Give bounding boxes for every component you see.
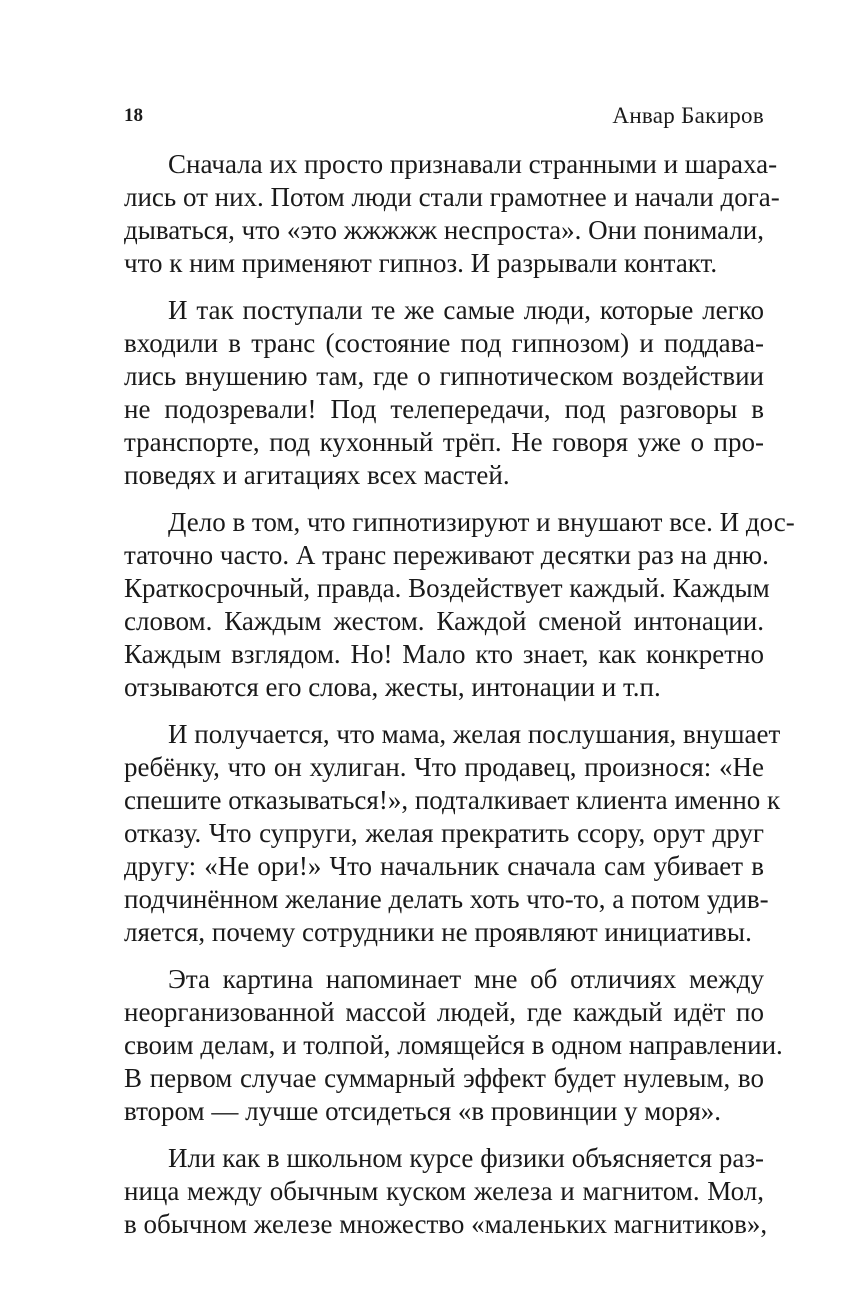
text-line: лись от них. Потом люди стали грамотнее и начали дога- — [124, 182, 780, 212]
author-name: Анвар Бакиров — [612, 103, 764, 128]
text-line: дываться, что «это жжжжж неспроста». Они понимали, — [124, 215, 764, 245]
text-line: отказу. Что супруги, желая прекратить ссору, орут друг — [124, 818, 764, 848]
text-line: транспорте, под кухонный трёп. Не говоря уже о про- — [124, 427, 764, 457]
text-line: неорганизованной массой людей, где каждый идёт по — [124, 997, 764, 1027]
text-line: втором — лучше отсидеться «в провинции у моря». — [124, 1096, 722, 1126]
paragraph — [124, 294, 764, 492]
text-line: ница между обычным куском железа и магнитом. Мол, — [124, 1176, 764, 1206]
text-line: своим делам, и толпой, ломящейся в одном направлении. — [124, 1030, 783, 1060]
text-line: другу: «Не ори!» Что начальник сначала сам убивает в — [124, 851, 764, 881]
text-line: В первом случае суммарный эффект будет нулевым, во — [124, 1063, 764, 1093]
text-line: в обычном железе множество «маленьких магнитиков», — [124, 1209, 768, 1239]
text-line: лись внушению там, где о гипнотическом воздействии — [124, 361, 764, 391]
text-line: что к ним применяют гипноз. И разрывали контакт. — [124, 248, 718, 278]
text-line: подчинённом желание делать хоть что-то, а потом удив- — [124, 884, 769, 914]
text-line: И так поступали те же самые люди, которые легко — [168, 295, 764, 325]
text-line: не подозревали! Под телепередачи, под разговоры в — [124, 394, 764, 424]
page-number: 18 — [124, 105, 143, 126]
text-line: Сначала их просто признавали странными и шараха- — [168, 149, 778, 179]
paragraph — [124, 506, 795, 704]
text-line: входили в транс (состояние под гипнозом) и поддава- — [124, 328, 764, 358]
text-line: ребёнку, что он хулиган. Что продавец, произнося: «Не — [124, 752, 764, 782]
text-line: таточно часто. А транс переживают десятки раз на дню. — [124, 540, 769, 570]
text-line: словом. Каждым жестом. Каждой сменой интонации. — [124, 606, 764, 636]
paragraph — [124, 963, 783, 1128]
text-line: поведях и агитациях всех мастей. — [124, 460, 510, 490]
text-line: Краткосрочный, правда. Воздействует каждый. Каждым — [124, 573, 770, 603]
text-line: Эта картина напоминает мне об отличиях между — [168, 964, 764, 994]
body-text — [124, 148, 795, 1255]
text-line: Дело в том, что гипнотизируют и внушают все. И дос- — [168, 507, 795, 537]
text-line: отзываются его слова, жесты, интонации и т.п. — [124, 672, 661, 702]
text-line: спешите отказываться!», подталкивает клиента именно к — [124, 785, 781, 815]
paragraph — [124, 718, 781, 949]
paragraph — [124, 1142, 768, 1241]
text-line: И получается, что мама, желая послушания, внушает — [168, 719, 781, 749]
text-line: ляется, почему сотрудники не проявляют инициативы. — [124, 917, 752, 947]
paragraph — [124, 148, 780, 280]
text-line: Или как в школьном курсе физики объясняется раз- — [168, 1143, 764, 1173]
text-line: Каждым взглядом. Но! Мало кто знает, как конкретно — [124, 639, 764, 669]
running-head — [124, 102, 764, 130]
